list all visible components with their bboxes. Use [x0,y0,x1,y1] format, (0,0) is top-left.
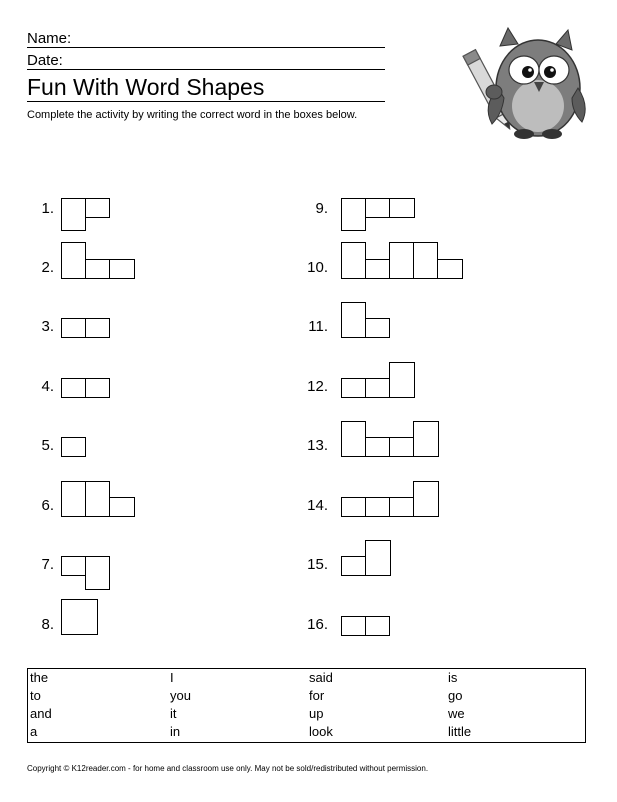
name-line[interactable] [27,47,385,48]
word-bank-word: go [448,688,463,703]
word-bank-word: to [30,688,41,703]
item-number: 8. [41,616,54,633]
word-bank-word: I [170,670,174,685]
item-number: 1. [41,200,54,217]
word-bank-word: you [170,688,191,703]
date-label: Date: [27,52,63,69]
instructions: Complete the activity by writing the correct word in the boxes below. [27,109,358,121]
item-number: 12. [307,378,328,395]
item-number: 14. [307,497,328,514]
name-label: Name: [27,30,72,47]
word-bank-word: we [448,706,465,721]
item-number: 2. [41,259,54,276]
copyright-footer: Copyright © K12reader.com - for home and classroom use only. May not be sold/redistributed without permission. [27,764,429,773]
item-number: 16. [307,616,328,633]
word-bank-word: for [309,688,325,703]
word-bank-word: is [448,670,458,685]
page-title: Fun With Word Shapes [27,74,265,100]
item-number: 3. [41,318,54,335]
item-number: 15. [307,556,328,573]
word-bank-word: said [309,670,333,685]
item-number: 10. [307,259,328,276]
item-number: 11. [308,318,328,335]
word-bank-word: it [170,706,177,721]
item-number: 6. [41,497,54,514]
word-bank-word: in [170,724,181,739]
word-bank-word: and [30,706,52,721]
word-bank-word: little [448,724,472,739]
title-underline [27,101,385,102]
word-bank-word: the [30,670,49,685]
date-line[interactable] [27,69,385,70]
item-number: 13. [307,437,328,454]
item-number: 9. [315,200,328,217]
owl-with-pencil-icon [458,26,586,144]
item-number: 4. [41,378,54,395]
item-number: 5. [41,437,54,454]
word-bank-word: a [30,724,38,739]
word-bank [27,668,586,743]
item-number: 7. [41,556,54,573]
word-bank-word: up [309,706,324,721]
word-bank-word: look [309,724,333,739]
